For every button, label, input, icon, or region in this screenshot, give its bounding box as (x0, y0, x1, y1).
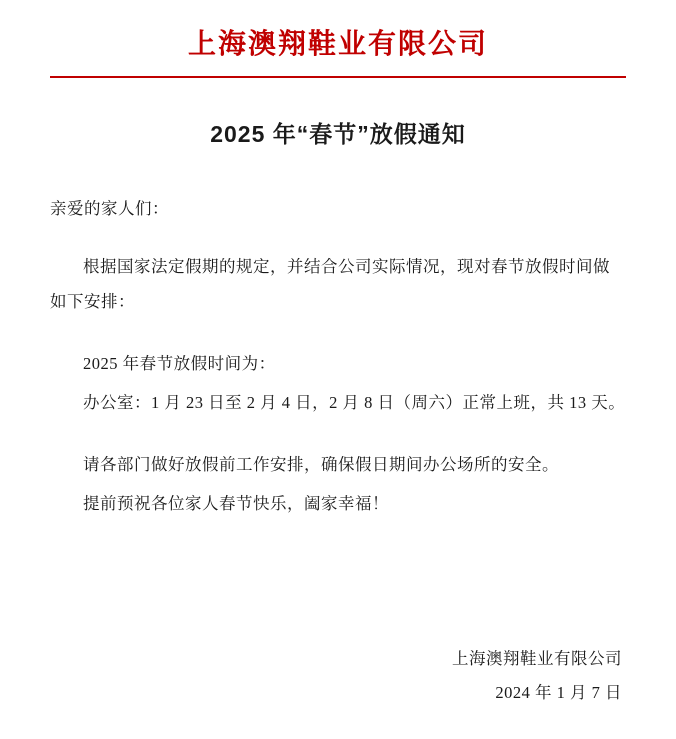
signature-date: 2024 年 1 月 7 日 (495, 683, 622, 703)
letterhead (50, 0, 626, 78)
letterhead-divider (50, 76, 626, 78)
company-letterhead-title: 上海澳翔鞋业有限公司 (187, 28, 488, 59)
page-title: 2025 年“春节”放假通知 (210, 121, 466, 148)
document-body (50, 191, 626, 521)
signature-block (452, 642, 626, 711)
body-paragraph-5: 提前预祝各位家人春节快乐，阖家幸福！ (83, 494, 389, 514)
body-paragraph-4: 请各部门做好放假前工作安排，确保假日期间办公场所的安全。 (83, 454, 559, 474)
body-paragraph-2: 2025 年春节放假时间为： (83, 353, 276, 373)
body-paragraph-1: 根据国家法定假期的规定，并结合公司实际情况，现对春节放假时间做如下安排： (50, 256, 610, 312)
body-paragraph-3: 办公室：1 月 23 日至 2 月 4 日，2 月 8 日（周六）正常上班，共 13 天。 (83, 393, 626, 413)
salutation: 亲爱的家人们： (50, 199, 169, 219)
signature-company: 上海澳翔鞋业有限公司 (452, 648, 622, 668)
